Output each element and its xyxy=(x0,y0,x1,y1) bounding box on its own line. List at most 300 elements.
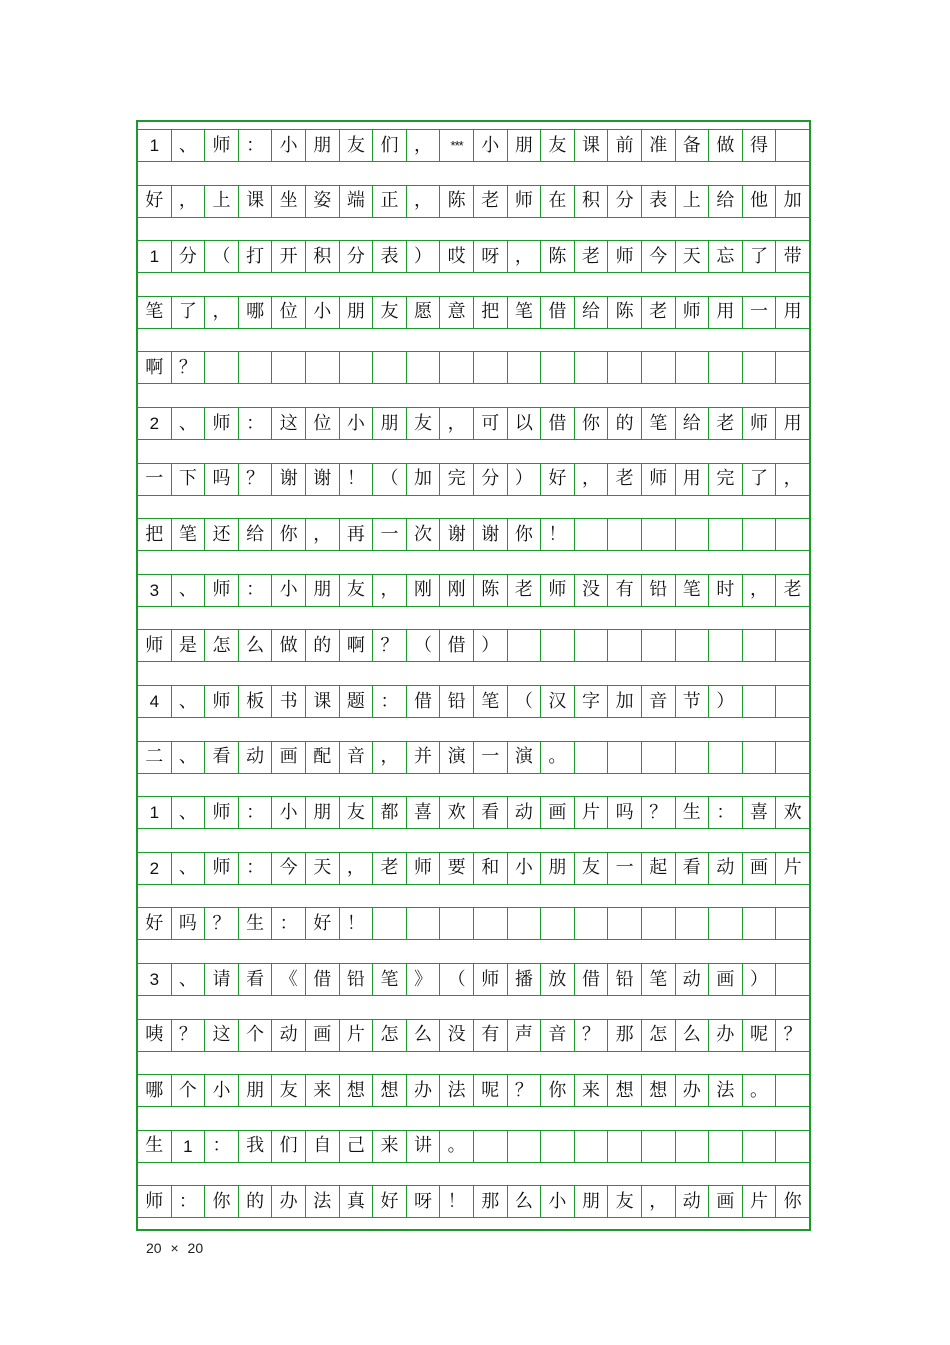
grid-cell: 自 xyxy=(306,1131,340,1162)
grid-cell: 片 xyxy=(340,1020,374,1051)
grid-cell: 了 xyxy=(743,241,777,272)
grid-cell xyxy=(306,352,340,383)
grid-cell: 在 xyxy=(541,186,575,217)
grid-cell: 、 xyxy=(172,575,206,606)
grid-cell: 师 xyxy=(138,1186,172,1217)
grid-cell: 友 xyxy=(272,1075,306,1106)
grid-cell: 二 xyxy=(138,742,172,773)
grid-cell: 哪 xyxy=(239,297,273,328)
grid-row xyxy=(138,240,809,273)
grid-cell xyxy=(608,519,642,550)
grid-cell: 们 xyxy=(373,130,407,161)
grid-cell xyxy=(474,1131,508,1162)
grid-cell: ） xyxy=(508,464,542,495)
grid-cell: 、 xyxy=(172,130,206,161)
grid-cell: 老 xyxy=(373,853,407,884)
grid-cell: ， xyxy=(642,1186,676,1217)
grid-cell: 师 xyxy=(608,241,642,272)
grid-cell: 讲 xyxy=(407,1131,441,1162)
grid-cell: 4 xyxy=(138,686,172,717)
grid-cell xyxy=(205,352,239,383)
grid-cell: （ xyxy=(407,630,441,661)
grid-cell xyxy=(709,908,743,939)
grid-cell: 借 xyxy=(440,630,474,661)
grid-cell: 怎 xyxy=(642,1020,676,1051)
grid-cell: 3 xyxy=(138,964,172,995)
grid-cell: 笔 xyxy=(474,686,508,717)
grid-cell: 师 xyxy=(205,797,239,828)
grid-cell: 办 xyxy=(676,1075,710,1106)
grid-cell xyxy=(541,908,575,939)
grid-cell xyxy=(743,1131,777,1162)
grid-cell: 谢 xyxy=(474,519,508,550)
grid-cell: ， xyxy=(306,519,340,550)
grid-cell: ， xyxy=(205,297,239,328)
grid-cell: 没 xyxy=(440,1020,474,1051)
grid-cell: 加 xyxy=(783,190,802,212)
grid-cell: 呀 xyxy=(474,241,508,272)
grid-cell: ： xyxy=(239,853,273,884)
grid-cell: 画 xyxy=(743,853,777,884)
grid-row xyxy=(138,518,809,551)
grid-cell: （ xyxy=(508,686,542,717)
grid-cell: 还 xyxy=(205,519,239,550)
grid-cell: 朋 xyxy=(239,1075,273,1106)
grid-cell: 吗 xyxy=(172,908,206,939)
grid-cell xyxy=(474,908,508,939)
grid-cell: 那 xyxy=(474,1186,508,1217)
grid-row xyxy=(138,1130,809,1163)
grid-cell: 并 xyxy=(407,742,441,773)
grid-cell: ： xyxy=(239,130,273,161)
grid-cell: 用 xyxy=(783,301,802,323)
grid-cell: 办 xyxy=(407,1075,441,1106)
grid-cell: 1 xyxy=(138,241,172,272)
grid-cell: 怎 xyxy=(205,630,239,661)
grid-cell xyxy=(407,908,441,939)
grid-cell: 动 xyxy=(709,853,743,884)
grid-cell: 师 xyxy=(676,297,710,328)
grid-cell: 哎 xyxy=(440,241,474,272)
grid-cell: 啊 xyxy=(138,352,172,383)
grid-row xyxy=(138,574,809,607)
grid-cell xyxy=(440,908,474,939)
grid-cell: 分 xyxy=(608,186,642,217)
grid-cell: 好 xyxy=(138,186,172,217)
grid-cell xyxy=(508,908,542,939)
grid-cell: ， xyxy=(373,742,407,773)
grid-cell: 意 xyxy=(440,297,474,328)
grid-cell xyxy=(776,1075,809,1106)
grid-cell: ： xyxy=(172,1186,206,1217)
grid-cell xyxy=(709,1131,743,1162)
grid-cell: 演 xyxy=(440,742,474,773)
grid-cell: 笔 xyxy=(373,964,407,995)
grid-cell: 和 xyxy=(474,853,508,884)
grid-cell: 放 xyxy=(541,964,575,995)
grid-cell: 师 xyxy=(205,575,239,606)
grid-cell: 小 xyxy=(474,130,508,161)
grid-cell: 老 xyxy=(508,575,542,606)
grid-cell: 友 xyxy=(340,797,374,828)
grid-cell: 喜 xyxy=(743,797,777,828)
grid-cell: ！ xyxy=(340,908,374,939)
grid-cell xyxy=(676,908,710,939)
grid-cell: 朋 xyxy=(508,130,542,161)
grid-cell: 铅 xyxy=(440,686,474,717)
grid-cell: 你 xyxy=(272,519,306,550)
grid-cell xyxy=(575,1131,609,1162)
grid-cell: 动 xyxy=(508,797,542,828)
grid-cell: 朋 xyxy=(575,1186,609,1217)
grid-cell: 了 xyxy=(743,464,777,495)
grid-cell: 音 xyxy=(642,686,676,717)
grid-cell xyxy=(608,1131,642,1162)
grid-cell xyxy=(541,352,575,383)
grid-row xyxy=(138,1019,809,1052)
grid-cell: 笔 xyxy=(508,297,542,328)
grid-row xyxy=(138,796,809,829)
grid-cell: 。 xyxy=(440,1131,474,1162)
grid-cell: 笔 xyxy=(642,964,676,995)
grid-cell: 个 xyxy=(239,1020,273,1051)
grid-cell: 、 xyxy=(172,964,206,995)
grid-cell: 2 xyxy=(138,853,172,884)
grid-cell: 用 xyxy=(676,464,710,495)
grid-cell: 分 xyxy=(340,241,374,272)
grid-cell: ： xyxy=(239,575,273,606)
grid-cell xyxy=(508,352,542,383)
grid-cell: 、 xyxy=(172,853,206,884)
grid-cell: 打 xyxy=(239,241,273,272)
grid-cell: 呢 xyxy=(474,1075,508,1106)
grid-cell: 生 xyxy=(676,797,710,828)
grid-cell: 给 xyxy=(709,186,743,217)
grid-cell: 2 xyxy=(138,408,172,439)
grid-cell: ） xyxy=(709,686,743,717)
grid-cell xyxy=(676,630,710,661)
grid-cell: 课 xyxy=(575,130,609,161)
grid-cell: 师 xyxy=(138,630,172,661)
grid-row xyxy=(138,907,809,940)
grid-cell: 端 xyxy=(340,186,374,217)
grid-cell xyxy=(474,352,508,383)
grid-row xyxy=(138,296,809,329)
grid-cell: 这 xyxy=(205,1020,239,1051)
grid-cell: 再 xyxy=(340,519,374,550)
grid-cell: 片 xyxy=(575,797,609,828)
grid-cell: 开 xyxy=(272,241,306,272)
grid-cell: 课 xyxy=(239,186,273,217)
grid-cell: ： xyxy=(239,797,273,828)
grid-cell: 老 xyxy=(783,579,802,601)
grid-cell: 笔 xyxy=(642,408,676,439)
grid-cell: 么 xyxy=(508,1186,542,1217)
grid-cell: 片 xyxy=(743,1186,777,1217)
grid-cell: 陈 xyxy=(474,575,508,606)
grid-cell: 声 xyxy=(508,1020,542,1051)
grid-cell: 呢 xyxy=(743,1020,777,1051)
grid-cell: 来 xyxy=(575,1075,609,1106)
grid-cell: 分 xyxy=(172,241,206,272)
grid-cell: 正 xyxy=(373,186,407,217)
grid-cell: 把 xyxy=(138,519,172,550)
grid-cell: 板 xyxy=(239,686,273,717)
grid-cell xyxy=(743,352,777,383)
grid-cell: 天 xyxy=(306,853,340,884)
grid-cell: 老 xyxy=(474,186,508,217)
grid-cell: 位 xyxy=(272,297,306,328)
grid-cell: 师 xyxy=(541,575,575,606)
grid-cell: 加 xyxy=(407,464,441,495)
grid-cell: 、 xyxy=(172,742,206,773)
grid-cell xyxy=(608,908,642,939)
grid-cell xyxy=(508,1131,542,1162)
grid-cell: 的 xyxy=(608,408,642,439)
grid-cols-count: 20 xyxy=(187,1240,204,1256)
grid-cell: 1 xyxy=(138,130,172,161)
grid-cell: ） xyxy=(407,241,441,272)
grid-cell: 借 xyxy=(407,686,441,717)
grid-cell xyxy=(642,1131,676,1162)
grid-cell: 你 xyxy=(541,1075,575,1106)
grid-cell: 字 xyxy=(575,686,609,717)
grid-cell: 愿 xyxy=(407,297,441,328)
grid-cell xyxy=(642,908,676,939)
grid-cell xyxy=(508,630,542,661)
grid-cell: 笔 xyxy=(172,519,206,550)
grid-cell: 那 xyxy=(608,1020,642,1051)
grid-cell: 铅 xyxy=(608,964,642,995)
grid-cell: 看 xyxy=(239,964,273,995)
grid-cell: 师 xyxy=(205,686,239,717)
grid-cell: 准 xyxy=(642,130,676,161)
grid-cell: 动 xyxy=(272,1020,306,1051)
grid-cell: 借 xyxy=(541,297,575,328)
grid-row xyxy=(138,129,809,162)
grid-cell: 题 xyxy=(340,686,374,717)
grid-cell: 么 xyxy=(676,1020,710,1051)
grid-cell xyxy=(407,352,441,383)
grid-cell xyxy=(709,630,743,661)
grid-cell xyxy=(676,519,710,550)
grid-cell: 小 xyxy=(541,1186,575,1217)
grid-cell: ！ xyxy=(440,1186,474,1217)
grid-cell xyxy=(776,352,809,383)
grid-cell: 想 xyxy=(340,1075,374,1106)
grid-cell xyxy=(743,630,777,661)
grid-cell xyxy=(776,908,809,939)
grid-cell: 次 xyxy=(407,519,441,550)
grid-size-label xyxy=(146,1240,203,1256)
grid-cell: 分 xyxy=(474,464,508,495)
grid-cell xyxy=(541,630,575,661)
grid-cell: 么 xyxy=(407,1020,441,1051)
grid-cell: 友 xyxy=(373,297,407,328)
grid-cell: 小 xyxy=(272,797,306,828)
grid-cell: ？ xyxy=(239,464,273,495)
grid-cell: 法 xyxy=(709,1075,743,1106)
grid-cell xyxy=(239,352,273,383)
grid-cell: 刚 xyxy=(440,575,474,606)
grid-cell: 陈 xyxy=(440,186,474,217)
grid-cell: （ xyxy=(205,241,239,272)
grid-cell: 汉 xyxy=(541,686,575,717)
grid-cell: *** xyxy=(440,130,474,161)
grid-cell: 表 xyxy=(373,241,407,272)
grid-row xyxy=(138,185,809,218)
grid-cell xyxy=(743,686,777,717)
grid-cell: 师 xyxy=(474,964,508,995)
grid-cell: 咦 xyxy=(138,1020,172,1051)
grid-cell: ， xyxy=(172,186,206,217)
grid-cell: ： xyxy=(272,908,306,939)
grid-cell: 动 xyxy=(676,1186,710,1217)
grid-cell: 师 xyxy=(205,408,239,439)
grid-cell: 这 xyxy=(272,408,306,439)
grid-cell: 1 xyxy=(138,797,172,828)
grid-cell: 忘 xyxy=(709,241,743,272)
grid-times-sign: × xyxy=(170,1240,179,1256)
grid-cell: ： xyxy=(239,408,273,439)
grid-cell xyxy=(642,630,676,661)
grid-cell: 好 xyxy=(541,464,575,495)
grid-cell: 吗 xyxy=(608,797,642,828)
grid-cell: 、 xyxy=(172,797,206,828)
grid-cell xyxy=(642,352,676,383)
grid-cell: 老 xyxy=(709,408,743,439)
grid-cell: 《 xyxy=(272,964,306,995)
grid-cell: ！ xyxy=(340,464,374,495)
grid-cell: 友 xyxy=(575,853,609,884)
grid-cell: ， xyxy=(743,575,777,606)
grid-cell: ， xyxy=(575,464,609,495)
grid-cell: 动 xyxy=(239,742,273,773)
manuscript-grid-sheet xyxy=(136,120,811,1231)
grid-cell: 今 xyxy=(272,853,306,884)
grid-cell: ？ xyxy=(575,1020,609,1051)
grid-cell: 谢 xyxy=(306,464,340,495)
grid-cell xyxy=(776,1131,809,1162)
grid-cell: 笔 xyxy=(138,297,172,328)
grid-cell: 小 xyxy=(340,408,374,439)
grid-cell: 欢 xyxy=(783,801,802,823)
grid-cell: 没 xyxy=(575,575,609,606)
grid-cell: 师 xyxy=(205,853,239,884)
grid-cell: ？ xyxy=(205,908,239,939)
grid-cell: 画 xyxy=(272,742,306,773)
grid-cell: 音 xyxy=(340,742,374,773)
grid-cell: 演 xyxy=(508,742,542,773)
grid-row xyxy=(138,741,809,774)
grid-cell: 借 xyxy=(575,964,609,995)
grid-cell: 笔 xyxy=(676,575,710,606)
grid-cell: 生 xyxy=(138,1131,172,1162)
grid-cell: 友 xyxy=(407,408,441,439)
grid-cell: ， xyxy=(373,575,407,606)
grid-cell xyxy=(676,742,710,773)
grid-cell: 带 xyxy=(783,245,802,267)
grid-cell: 来 xyxy=(306,1075,340,1106)
grid-cell: 友 xyxy=(340,575,374,606)
grid-cell: ， xyxy=(340,853,374,884)
grid-cell: 办 xyxy=(709,1020,743,1051)
grid-cell: 课 xyxy=(306,686,340,717)
grid-cell xyxy=(642,742,676,773)
grid-cell: 办 xyxy=(272,1186,306,1217)
grid-cell: 借 xyxy=(306,964,340,995)
grid-row xyxy=(138,463,809,496)
grid-cell: ： xyxy=(709,797,743,828)
grid-cell: ： xyxy=(205,1131,239,1162)
grid-cell xyxy=(776,130,809,161)
grid-cell: ： xyxy=(373,686,407,717)
grid-cell xyxy=(373,908,407,939)
grid-cell xyxy=(776,519,809,550)
grid-cell: 用 xyxy=(709,297,743,328)
grid-cell: 老 xyxy=(608,464,642,495)
grid-cell xyxy=(743,742,777,773)
grid-row xyxy=(138,852,809,885)
grid-cell: 、 xyxy=(172,686,206,717)
grid-cell: 好 xyxy=(306,908,340,939)
grid-cell xyxy=(575,630,609,661)
grid-cell xyxy=(709,352,743,383)
grid-cell: ， xyxy=(407,186,441,217)
grid-cell xyxy=(642,519,676,550)
grid-row xyxy=(138,629,809,662)
grid-cell: 好 xyxy=(138,908,172,939)
grid-cell: ， xyxy=(783,468,802,490)
grid-cell: 都 xyxy=(373,797,407,828)
grid-cell: 画 xyxy=(306,1020,340,1051)
grid-cell: ， xyxy=(508,241,542,272)
grid-cell: 好 xyxy=(373,1186,407,1217)
grid-cell: 天 xyxy=(676,241,710,272)
grid-cell: ？ xyxy=(373,630,407,661)
grid-cell: 下 xyxy=(172,464,206,495)
grid-cell: 时 xyxy=(709,575,743,606)
grid-cell: 啊 xyxy=(340,630,374,661)
grid-cell: 一 xyxy=(474,742,508,773)
grid-cell: ） xyxy=(743,964,777,995)
grid-cell: 想 xyxy=(608,1075,642,1106)
grid-cell: 朋 xyxy=(541,853,575,884)
grid-cell: 友 xyxy=(340,130,374,161)
grid-cell xyxy=(575,519,609,550)
grid-cell: 的 xyxy=(306,630,340,661)
grid-cell: 可 xyxy=(474,408,508,439)
grid-cell: 积 xyxy=(575,186,609,217)
grid-cell: 坐 xyxy=(272,186,306,217)
grid-cell: 老 xyxy=(575,241,609,272)
grid-cell: 怎 xyxy=(373,1020,407,1051)
grid-cell: 朋 xyxy=(306,575,340,606)
grid-cell: 画 xyxy=(709,964,743,995)
grid-cell: 有 xyxy=(608,575,642,606)
grid-cell: 一 xyxy=(138,464,172,495)
grid-cell: 。 xyxy=(541,742,575,773)
grid-rows-count: 20 xyxy=(146,1240,162,1256)
grid-cell: 友 xyxy=(541,130,575,161)
grid-cell: 谢 xyxy=(272,464,306,495)
grid-row xyxy=(138,963,809,996)
grid-cell: 陈 xyxy=(608,297,642,328)
grid-cell xyxy=(709,742,743,773)
grid-cell xyxy=(608,742,642,773)
grid-cell: 画 xyxy=(541,797,575,828)
grid-cell: 有 xyxy=(474,1020,508,1051)
